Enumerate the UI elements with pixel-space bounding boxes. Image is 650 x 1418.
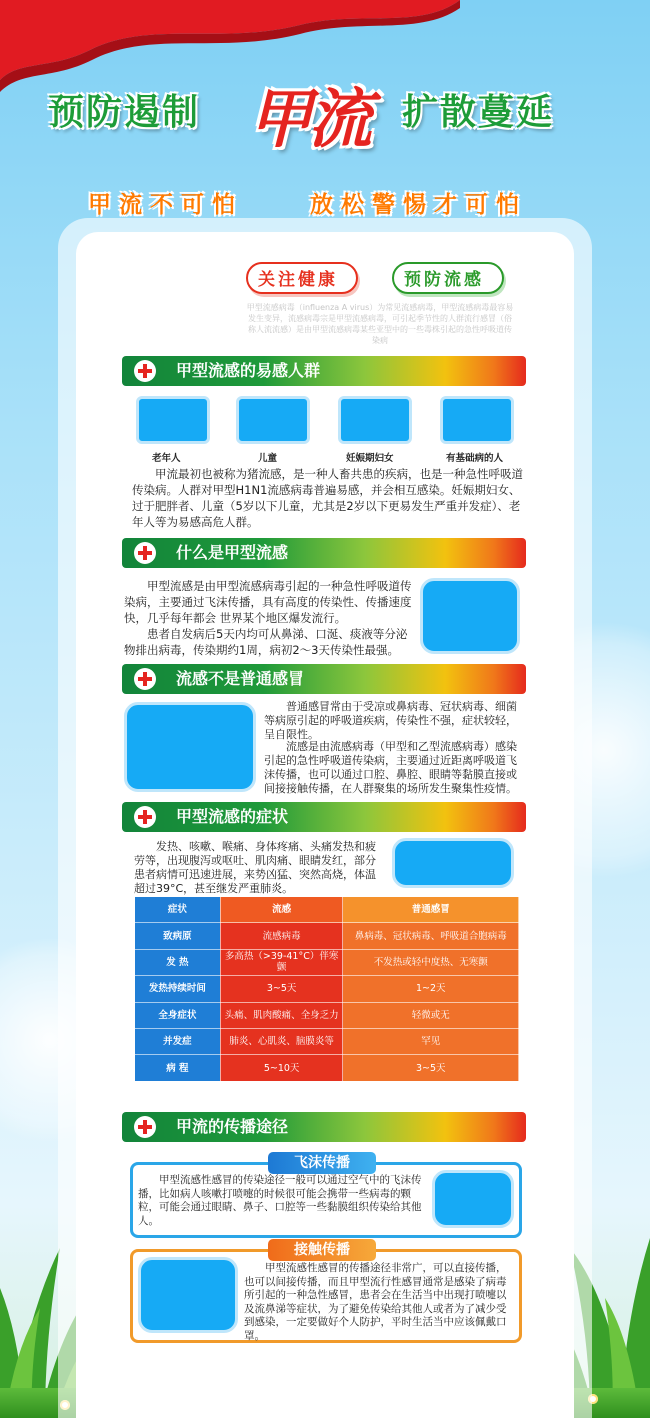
section-title: 甲型流感的症状 [176, 807, 289, 826]
table-cell: 发 热 [135, 949, 221, 975]
table-cell: 并发症 [135, 1028, 221, 1054]
table-cell: 不发热或轻中度热、无寒颤 [343, 949, 519, 975]
table-cell: 轻微或无 [343, 1002, 519, 1028]
table-cell: 流感病毒 [220, 923, 343, 949]
table-cell: 发热持续时间 [135, 976, 221, 1002]
badge-health: 关注健康 [246, 262, 358, 294]
section-bar-transmission [122, 1112, 526, 1142]
label-patient: 有基础病的人 [446, 453, 504, 464]
section-text-what-is-1: 甲型流感是由甲型流感病毒引起的一种急性呼吸道传染病，主要通过飞沫传播，具有高度的传染性、传播速度快，几乎每年都会 世界某个地区爆发流行。 [124, 579, 412, 625]
table-cell: 3~5天 [220, 976, 343, 1002]
photo-placeholder-droplet [432, 1170, 514, 1228]
section-title: 甲流的传播途径 [176, 1117, 289, 1136]
badge-prevent: 预防流感 [392, 262, 504, 294]
headline-part-3: 扩散蔓延 [402, 92, 555, 133]
photo-placeholder-patient [440, 396, 514, 444]
table-cell: 罕见 [343, 1028, 519, 1054]
headline [0, 72, 650, 162]
slogan-1: 甲流不可怕 [88, 192, 243, 218]
photo-placeholder-symptoms [392, 838, 514, 888]
label-child: 儿童 [258, 453, 278, 464]
section-bar-symptoms [122, 802, 526, 832]
headline-highlight: 甲流 [248, 83, 368, 157]
table-row [135, 923, 519, 949]
medical-cross-icon [134, 360, 156, 382]
photo-placeholder-flu [420, 578, 520, 654]
slogan-2: 放松警惕才可怕 [310, 192, 527, 218]
contact-text: 甲型流感性感冒的传播途径非常广，可以直接传播，也可以间接传播，而且甲型流行性感冒通常是感染了病毒所引起的一种急性感冒，患者会在生活当中出现打喷嚏以及流鼻涕等症状，为了避免传染给其他人或者为了减少受到感染，一定要做好个人防护，平时生活当中应该佩戴口罩。 [244, 1262, 507, 1342]
section-text-not-cold-1: 普通感冒常由于受凉或鼻病毒、冠状病毒、细菌等病原引起的呼吸道疾病，传染性不强，症状较轻，呈自限性。 [264, 700, 517, 741]
table-header-row [135, 897, 519, 923]
table-cell: 肺炎、心肌炎、脑膜炎等 [220, 1028, 343, 1054]
table-cell: 全身症状 [135, 1002, 221, 1028]
table-header-cell: 症状 [135, 897, 221, 923]
photo-placeholder-pregnant [338, 396, 412, 444]
photo-placeholder-child [236, 396, 310, 444]
table-cell: 5~10天 [220, 1055, 343, 1081]
label-elderly: 老年人 [152, 453, 181, 464]
section-text-not-cold-2: 流感是由流感病毒（甲型和乙型流感病毒）感染引起的急性呼吸道传染病，主要通过近距离呼吸道飞沫传播，也可以通过口腔、鼻腔、眼睛等黏膜直接或间接接触传播，在人群聚集的场所发生聚集性疫情。 [264, 740, 517, 795]
table-cell: 3~5天 [343, 1055, 519, 1081]
contact-tag: 接触传播 [268, 1239, 376, 1261]
table-row [135, 976, 519, 1002]
table-cell: 头痛、肌肉酸痛、全身乏力 [220, 1002, 343, 1028]
section-text-what-is-2: 患者自发病后5天内均可从鼻涕、口涎、痰液等分泌物排出病毒，传染期约1周，病初2～3天传染性最强。 [124, 627, 408, 657]
label-pregnant: 妊娠期妇女 [346, 453, 394, 464]
droplet-tag: 飞沫传播 [268, 1152, 376, 1174]
table-cell: 多高热（>39-41°C）伴寒颤 [220, 949, 343, 975]
photo-placeholder-cold [124, 702, 256, 792]
table-row [135, 1002, 519, 1028]
droplet-text: 甲型流感性感冒的传染途径一般可以通过空气中的飞沫传播，比如病人咳嗽打喷嚏的时候很可能会携带一些病毒的颗粒，可能会通过眼睛、鼻子、口腔等一些黏膜组织传染给其他人。 [138, 1174, 422, 1227]
section-title: 流感不是普通感冒 [176, 669, 305, 688]
comparison-table [134, 896, 519, 1082]
table-row [135, 1028, 519, 1054]
table-cell: 鼻病毒、冠状病毒、呼吸道合胞病毒 [343, 923, 519, 949]
photo-placeholder-contact [138, 1257, 238, 1333]
table-row [135, 1055, 519, 1081]
medical-cross-icon [134, 668, 156, 690]
photo-placeholder-elderly [136, 396, 210, 444]
section-title: 什么是甲型流感 [176, 543, 289, 562]
section-text-susceptible: 甲流最初也被称为猪流感，是一种人畜共患的疾病，也是一种急性呼吸道传染病。人群对甲型H1N1流感病毒普遍易感，并会相互感染。妊娠期妇女、过于肥胖者、儿童（5岁以下儿童，尤其是2岁以下更易发生严重并发症）、老年人等为易感高危人群。 [132, 467, 523, 529]
table-cell: 致病原 [135, 923, 221, 949]
section-bar-not-cold [122, 664, 526, 694]
headline-part-1: 预防遏制 [48, 92, 201, 133]
medical-cross-icon [134, 1116, 156, 1138]
medical-cross-icon [134, 542, 156, 564]
table-cell: 病 程 [135, 1055, 221, 1081]
table-cell: 1~2天 [343, 976, 519, 1002]
table-row [135, 949, 519, 975]
intro-text: 甲型流感病毒（influenza A virus）为常见流感病毒，甲型流感病毒最容易发生变异，流感病毒宗是甲型流感病毒，可引起季节性的人群流行感冒（俗称人流流感）是由甲型流感病毒某些亚型中的一些毒株引起的急性呼吸道传染病 [246, 303, 514, 345]
section-bar-susceptible [122, 356, 526, 386]
table-header-cell: 普通感冒 [343, 897, 519, 923]
section-title: 甲型流感的易感人群 [176, 361, 321, 380]
section-text-symptoms: 发热、咳嗽、喉痛、身体疼痛、头痛发热和疲劳等，出现腹泻或呕吐、肌肉痛、眼睛发红，部分患者病情可迅速进展，来势凶猛、突然高烧，体温超过39°C，甚至继发严重肺炎。 [134, 840, 376, 895]
section-bar-what-is [122, 538, 526, 568]
table-header-cell: 流感 [220, 897, 343, 923]
medical-cross-icon [134, 806, 156, 828]
